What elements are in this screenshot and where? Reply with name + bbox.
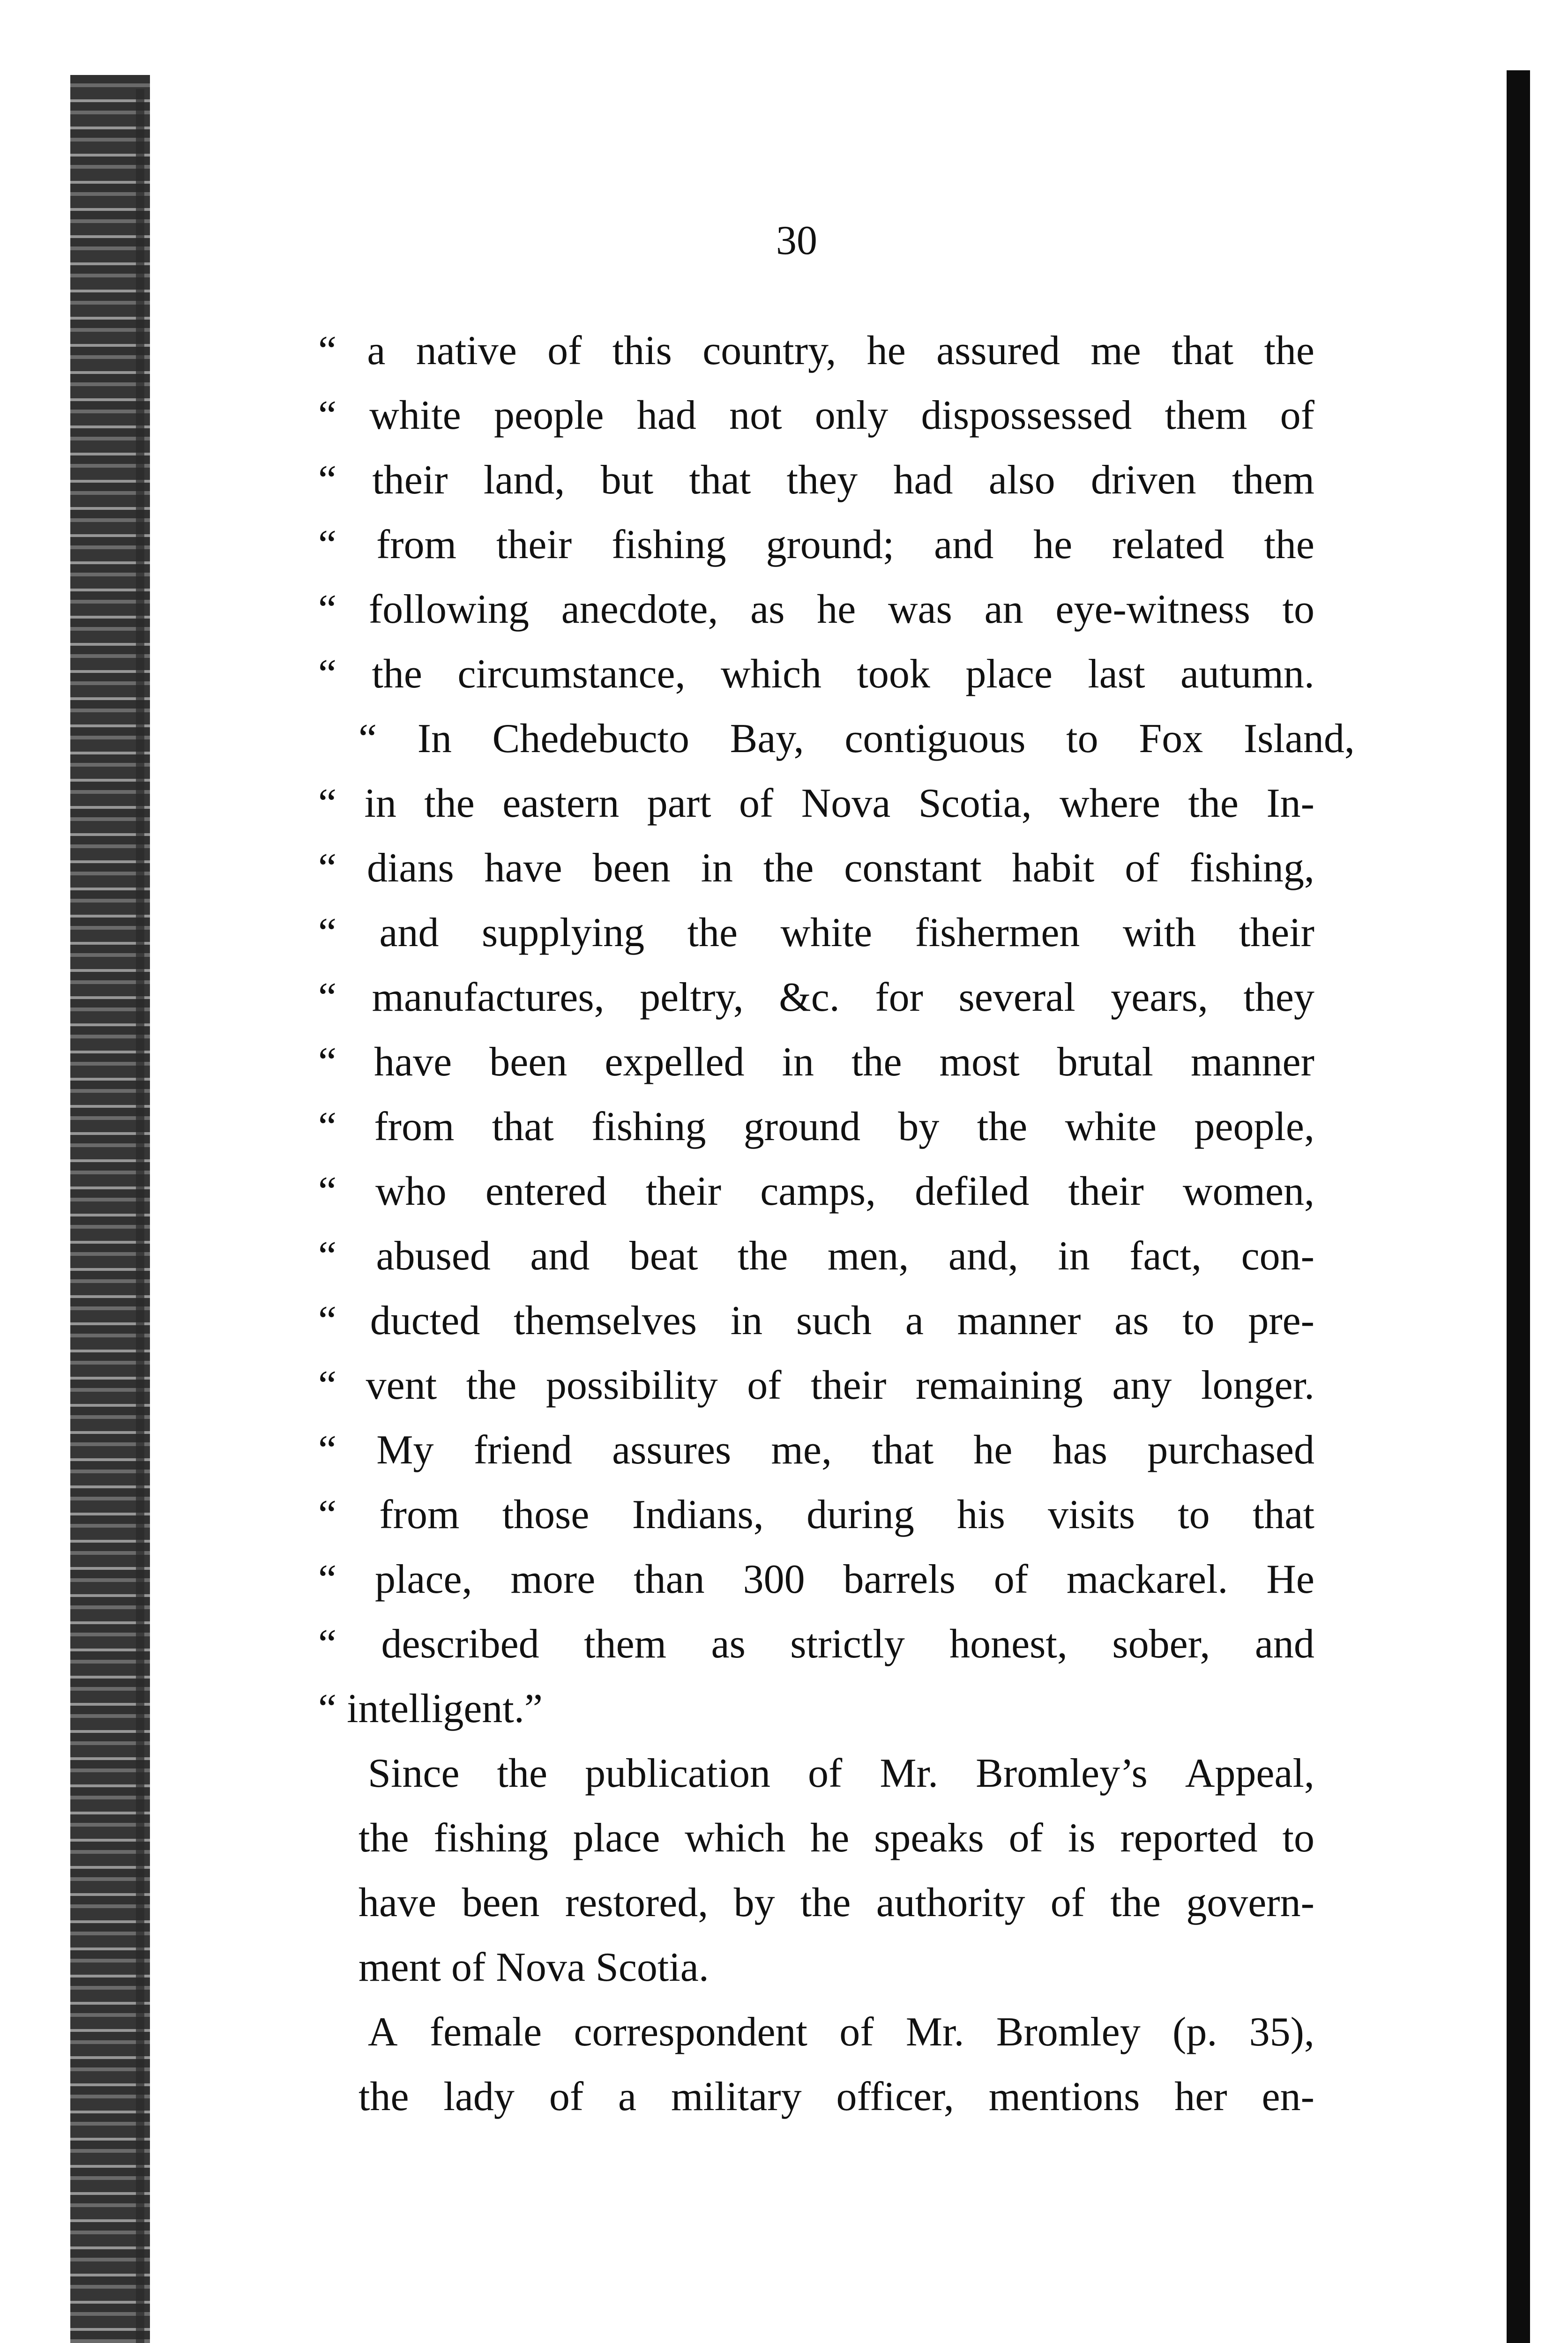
word: he: [866, 328, 906, 373]
text-line: [318, 1677, 1314, 1741]
word: Mr.: [880, 1751, 939, 1796]
word: by: [898, 1104, 940, 1149]
word: the: [1264, 328, 1314, 373]
word: the: [800, 1880, 851, 1925]
word: and: [530, 1233, 590, 1279]
word: “: [318, 1104, 337, 1149]
word: of: [1125, 845, 1159, 891]
word: manner: [1191, 1039, 1314, 1085]
word: “: [318, 1492, 337, 1537]
word: assures: [612, 1427, 732, 1473]
word: “: [318, 1621, 337, 1667]
word: military: [671, 2074, 802, 2119]
word: longer.: [1201, 1363, 1314, 1408]
word: “: [318, 910, 337, 955]
word: “: [318, 651, 337, 697]
word: abused: [376, 1233, 491, 1279]
word: brutal: [1057, 1039, 1153, 1085]
word: vent: [366, 1363, 437, 1408]
text-line: [358, 1806, 1314, 1871]
word: such: [796, 1298, 872, 1343]
word: expelled: [605, 1039, 745, 1085]
word: officer,: [836, 2074, 954, 2119]
word: their: [1068, 1169, 1144, 1214]
word: Since: [368, 1751, 460, 1796]
word: Bromley: [996, 2009, 1141, 2055]
text-line: [318, 1289, 1314, 1353]
word: fact,: [1129, 1233, 1202, 1279]
word: correspondent: [574, 2009, 807, 2055]
word: eye-witness: [1055, 587, 1250, 632]
word: a: [618, 2074, 637, 2119]
word: been: [462, 1880, 540, 1925]
word: native: [416, 328, 517, 373]
word: con-: [1241, 1233, 1314, 1279]
word: of: [451, 1945, 486, 1990]
text-line: [318, 1030, 1314, 1095]
word: ment: [358, 1945, 441, 1990]
word: from: [376, 522, 457, 567]
word: A: [368, 2009, 398, 2055]
word: Bay,: [730, 716, 804, 761]
word: in: [364, 781, 396, 826]
word: have: [358, 1880, 437, 1925]
word: “: [318, 587, 337, 632]
word: sober,: [1112, 1621, 1210, 1667]
word: and: [379, 910, 439, 955]
word: white: [1065, 1104, 1157, 1149]
word: me: [1090, 328, 1141, 373]
word: not: [729, 393, 782, 438]
word: the: [851, 1039, 902, 1085]
word: country,: [702, 328, 836, 373]
word: years,: [1111, 975, 1208, 1020]
word: white: [780, 910, 873, 955]
word: fishermen: [915, 910, 1080, 955]
word: contiguous: [844, 716, 1026, 761]
word: “: [318, 845, 337, 891]
word: ground;: [766, 522, 895, 567]
word: In-: [1266, 781, 1314, 826]
text-line: [318, 577, 1314, 642]
text-line: [318, 836, 1314, 901]
word: driven: [1090, 457, 1196, 503]
word: Nova: [801, 781, 891, 826]
word: the: [737, 1233, 788, 1279]
word: “: [318, 1298, 337, 1343]
page-number: 30: [776, 218, 817, 263]
word: speaks: [874, 1815, 984, 1861]
word: strictly: [790, 1621, 905, 1667]
word: that: [492, 1104, 554, 1149]
word: fishing,: [1189, 845, 1314, 891]
word: ducted: [370, 1298, 480, 1343]
word: eastern: [502, 781, 620, 826]
word: autumn.: [1180, 651, 1314, 697]
word: Bromley’s: [976, 1751, 1148, 1796]
word: in: [701, 845, 733, 891]
word: their: [645, 1169, 722, 1214]
word: have: [374, 1039, 452, 1085]
word: a: [367, 328, 386, 373]
word: of: [1280, 393, 1314, 438]
scan-edge-left-inner: [136, 89, 144, 2343]
word: me,: [771, 1427, 832, 1473]
text-line: [358, 707, 1355, 771]
word: Indians,: [632, 1492, 764, 1537]
word: of: [808, 1751, 843, 1796]
word: of: [839, 2009, 874, 2055]
word: anecdote,: [561, 587, 718, 632]
word: mentions: [988, 2074, 1140, 2119]
word: any: [1112, 1363, 1172, 1408]
word: (p.: [1172, 2009, 1217, 2055]
word: “: [318, 1039, 337, 1085]
word: lady: [443, 2074, 515, 2119]
word: to: [1282, 1815, 1314, 1861]
word: this: [612, 328, 672, 373]
word: manner: [957, 1298, 1081, 1343]
word: authority: [876, 1880, 1025, 1925]
word: which: [685, 1815, 786, 1861]
word: “: [318, 1686, 337, 1731]
word: the: [763, 845, 814, 891]
word: from: [379, 1492, 460, 1537]
word: and: [934, 522, 994, 567]
word: honest,: [949, 1621, 1068, 1667]
word: Chedebucto: [492, 716, 689, 761]
word: the: [424, 781, 475, 826]
word: he: [817, 587, 856, 632]
word: people,: [1194, 1104, 1314, 1149]
word: from: [374, 1104, 455, 1149]
word: and: [1254, 1621, 1314, 1667]
word: camps,: [760, 1169, 876, 1214]
word: where: [1060, 781, 1161, 826]
word: following: [368, 587, 529, 632]
word: the: [358, 2074, 409, 2119]
scan-edge-right: [1507, 70, 1530, 2343]
word: circumstance,: [457, 651, 686, 697]
word: “: [318, 457, 337, 503]
word: place,: [374, 1557, 472, 1602]
word: for: [875, 975, 923, 1020]
word: they: [1243, 975, 1314, 1020]
text-block: [318, 319, 1355, 2129]
word: ground: [743, 1104, 861, 1149]
text-line: [318, 1224, 1314, 1289]
word: her: [1174, 2074, 1227, 2119]
word: is: [1068, 1815, 1096, 1861]
word: his: [957, 1492, 1005, 1537]
word: manufactures,: [372, 975, 605, 1020]
word: which: [721, 651, 822, 697]
word: to: [1178, 1492, 1210, 1537]
word: supplying: [482, 910, 645, 955]
word: he: [973, 1427, 1013, 1473]
word: Nova: [496, 1945, 585, 1990]
word: fishing: [591, 1104, 706, 1149]
word: fishing: [433, 1815, 548, 1861]
word: during: [806, 1492, 914, 1537]
word: as: [750, 587, 785, 632]
word: had: [636, 393, 696, 438]
word: themselves: [514, 1298, 697, 1343]
word: part: [647, 781, 711, 826]
word: entered: [485, 1169, 607, 1214]
word: reported: [1120, 1815, 1258, 1861]
word: “: [318, 393, 337, 438]
word: Appeal,: [1185, 1751, 1314, 1796]
word: that: [1172, 328, 1234, 373]
word: He: [1266, 1557, 1314, 1602]
word: govern-: [1186, 1880, 1314, 1925]
word: been: [592, 845, 671, 891]
word: their: [372, 457, 448, 503]
text-line: [318, 642, 1314, 707]
word: those: [502, 1492, 590, 1537]
word: Mr.: [905, 2009, 964, 2055]
word: an: [984, 587, 1023, 632]
word: beat: [629, 1233, 698, 1279]
word: them: [1232, 457, 1314, 503]
word: constant: [844, 845, 982, 891]
word: dians: [366, 845, 454, 891]
word: fishing: [612, 522, 726, 567]
word: described: [381, 1621, 539, 1667]
word: the: [1188, 781, 1239, 826]
text-line: [358, 1871, 1314, 1935]
text-line: [318, 1159, 1314, 1224]
word: as: [711, 1621, 746, 1667]
word: defiled: [915, 1169, 1030, 1214]
word: their: [811, 1363, 887, 1408]
word: related: [1112, 522, 1225, 567]
word: most: [939, 1039, 1020, 1085]
text-line: [318, 1612, 1314, 1677]
word: Scotia,: [918, 781, 1032, 826]
word: in: [730, 1298, 763, 1343]
word: had: [893, 457, 953, 503]
word: to: [1182, 1298, 1215, 1343]
word: of: [1008, 1815, 1043, 1861]
word: restored,: [565, 1880, 709, 1925]
word: assured: [936, 328, 1060, 373]
word: but: [600, 457, 654, 503]
word: “: [318, 1557, 337, 1602]
word: he: [810, 1815, 850, 1861]
word: pre-: [1248, 1298, 1314, 1343]
word: their: [496, 522, 572, 567]
text-line: [318, 965, 1314, 1030]
word: who: [375, 1169, 447, 1214]
text-line: [358, 2000, 1314, 2065]
word: &c.: [779, 975, 840, 1020]
word: them: [1165, 393, 1247, 438]
text-line: [318, 1547, 1314, 1612]
word: “: [318, 975, 337, 1020]
text-line: [318, 448, 1314, 513]
word: white: [369, 393, 461, 438]
word: he: [1033, 522, 1073, 567]
word: “: [318, 781, 337, 826]
word: of: [993, 1557, 1029, 1602]
word: 300: [743, 1557, 805, 1602]
word: the: [358, 1815, 409, 1861]
word: of: [1050, 1880, 1085, 1925]
word: only: [814, 393, 889, 438]
word: that: [689, 457, 751, 503]
word: them: [584, 1621, 667, 1667]
word: peltry,: [640, 975, 744, 1020]
word: that: [1252, 1492, 1314, 1537]
word: of: [549, 2074, 584, 2119]
word: purchased: [1147, 1427, 1314, 1473]
word: habit: [1012, 845, 1095, 891]
word: barrels: [843, 1557, 956, 1602]
word: the: [1264, 522, 1314, 567]
word: the: [372, 651, 422, 697]
word: took: [857, 651, 930, 697]
word: to: [1066, 716, 1098, 761]
word: the: [1110, 1880, 1161, 1925]
text-line: [318, 1353, 1314, 1418]
word: female: [429, 2009, 542, 2055]
text-line: [318, 1418, 1314, 1483]
word: last: [1088, 651, 1145, 697]
word: remaining: [915, 1363, 1083, 1408]
word: to: [1282, 587, 1314, 632]
text-line: [358, 1935, 1314, 2000]
word: Fox: [1139, 716, 1203, 761]
word: “: [358, 716, 377, 761]
text-line: [318, 1483, 1314, 1547]
word: a: [905, 1298, 924, 1343]
word: more: [510, 1557, 596, 1602]
word: with: [1122, 910, 1196, 955]
word: has: [1052, 1427, 1107, 1473]
word: and,: [948, 1233, 1018, 1279]
word: “: [318, 328, 337, 373]
text-line: [358, 2065, 1314, 2129]
word: that: [872, 1427, 934, 1473]
word: Scotia.: [595, 1945, 709, 1990]
word: the: [497, 1751, 548, 1796]
word: the: [977, 1104, 1028, 1149]
word: In: [417, 716, 452, 761]
word: women,: [1182, 1169, 1314, 1214]
word: visits: [1048, 1492, 1135, 1537]
word: Island,: [1243, 716, 1355, 761]
word: their: [1239, 910, 1314, 955]
word: en-: [1262, 2074, 1314, 2119]
word: of: [739, 781, 774, 826]
word: in: [782, 1039, 814, 1085]
word: they: [786, 457, 858, 503]
word: of: [747, 1363, 782, 1408]
word: several: [958, 975, 1075, 1020]
text-line: [318, 513, 1314, 577]
text-line: [318, 319, 1314, 383]
word: mackarel.: [1066, 1557, 1228, 1602]
word: the: [466, 1363, 517, 1408]
word: as: [1114, 1298, 1149, 1343]
word: “: [318, 1169, 337, 1214]
word: My: [376, 1427, 434, 1473]
word: have: [484, 845, 562, 891]
word: than: [634, 1557, 705, 1602]
word: was: [888, 587, 952, 632]
word: friend: [473, 1427, 572, 1473]
word: “: [318, 1363, 337, 1408]
word: by: [733, 1880, 775, 1925]
word: intelligent.”: [347, 1686, 543, 1731]
word: possibility: [545, 1363, 718, 1408]
text-line: [318, 901, 1314, 965]
word: been: [489, 1039, 567, 1085]
word: men,: [827, 1233, 909, 1279]
word: also: [988, 457, 1055, 503]
word: of: [547, 328, 582, 373]
word: “: [318, 522, 337, 567]
word: “: [318, 1233, 337, 1279]
word: people: [494, 393, 604, 438]
word: place: [965, 651, 1053, 697]
text-line: [358, 1741, 1314, 1806]
word: place: [573, 1815, 660, 1861]
word: the: [687, 910, 738, 955]
word: dispossessed: [921, 393, 1132, 438]
word: land,: [483, 457, 565, 503]
word: in: [1058, 1233, 1090, 1279]
text-line: [318, 383, 1314, 448]
word: publication: [585, 1751, 771, 1796]
text-line: [318, 771, 1314, 836]
word: “: [318, 1427, 337, 1473]
word: 35),: [1249, 2009, 1314, 2055]
text-line: [318, 1095, 1314, 1159]
